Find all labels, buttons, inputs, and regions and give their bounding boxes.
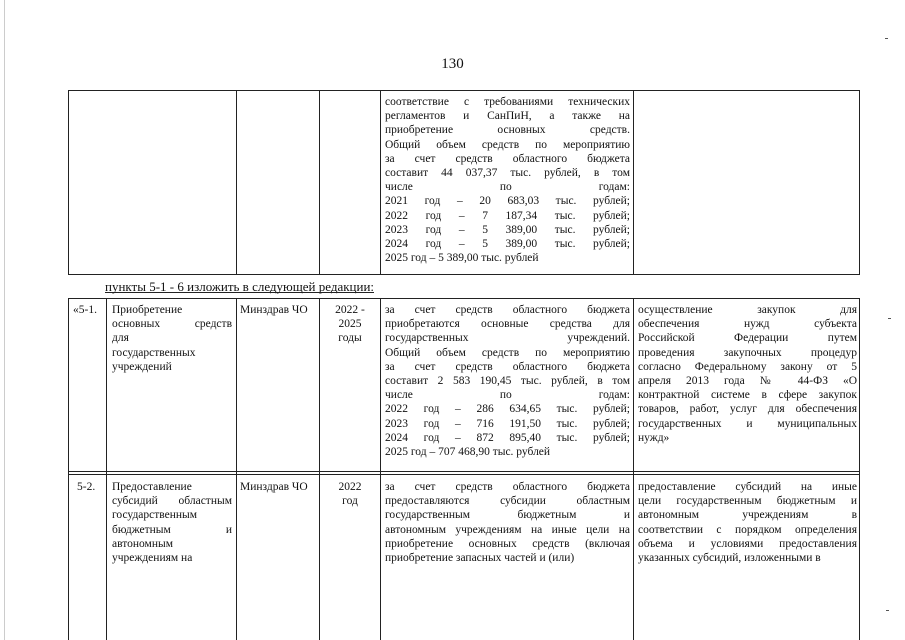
text-line: согласно Федеральному закону от 5: [638, 360, 857, 373]
text-line: 2025 год – 5 389,00 тыс. рублей: [385, 252, 539, 265]
text-line: нужд»: [638, 431, 670, 444]
row-executor: Минздрав ЧО: [240, 304, 308, 316]
text-line: приобретение запасных частей и (или): [385, 552, 575, 565]
text-line: Российской Федерации путем: [638, 332, 857, 345]
column-divider: [319, 299, 320, 640]
text-line: предоставление субсидий на иные: [638, 481, 857, 493]
text-line: за счет средств областного бюджета: [385, 360, 630, 373]
text-line: указанных субсидий, изложенными в: [638, 552, 821, 565]
text-line: государственных и муниципальных: [638, 417, 857, 430]
row-name-cell: [112, 480, 232, 565]
text-line: Предоставление: [112, 481, 192, 493]
column-divider: [236, 299, 237, 640]
text-line: обеспечения нужд субъекта: [638, 318, 857, 331]
continuation-measure-cell: [385, 95, 630, 265]
scan-mark: [888, 318, 891, 319]
text-line: 2023 год – 5 389,00 тыс. рублей;: [385, 223, 630, 236]
text-line: субсидий областным: [112, 495, 232, 508]
text-line: год: [342, 495, 358, 508]
column-divider: [106, 299, 107, 640]
text-line: 2025: [338, 318, 362, 331]
continuation-table: [68, 90, 860, 275]
text-line: контрактной системе в сфере закупок: [638, 389, 857, 402]
text-line: за счет средств областного бюджета: [385, 304, 630, 316]
text-line: для: [112, 332, 129, 345]
text-line: объема и условиями предоставления: [638, 537, 857, 550]
text-line: приобретение основных средств.: [385, 124, 630, 137]
text-line: апреля 2013 года № 44-ФЗ «О: [638, 375, 857, 388]
column-divider: [633, 91, 634, 274]
page-number: 130: [441, 56, 464, 72]
text-line: составит 44 037,37 тыс. рублей, в том: [385, 167, 630, 180]
text-line: 2024 год – 5 389,00 тыс. рублей;: [385, 238, 630, 251]
text-line: государственным бюджетным и: [385, 509, 630, 522]
text-line: соответствие с требованиями технических: [385, 96, 630, 108]
row-result-cell: [638, 303, 857, 445]
text-line: осуществление закупок для: [638, 304, 857, 316]
text-line: Общий объем средств по мероприятию: [385, 138, 630, 151]
text-line: государственным: [112, 509, 198, 522]
column-divider: [380, 299, 381, 640]
text-line: приобретаются основные средства для: [385, 318, 630, 331]
text-line: приобретение основных средств (включая: [385, 537, 630, 550]
text-line: 2025 год – 707 468,90 тыс. рублей: [385, 446, 551, 459]
column-divider: [633, 299, 634, 640]
text-line: за счет средств областного бюджета: [385, 152, 630, 165]
row-divider: [69, 471, 859, 472]
row-executor: Минздрав ЧО: [240, 481, 308, 493]
text-line: товаров, работ, услуг для обеспечения: [638, 403, 857, 416]
text-line: автономным учреждениям на иные цели на: [385, 523, 630, 536]
text-line: Общий объем средств по мероприятию: [385, 346, 630, 359]
row-measure-cell: [385, 480, 630, 565]
text-line: Приобретение: [112, 304, 183, 316]
column-divider: [236, 91, 237, 274]
scan-mark: [885, 38, 888, 39]
row-result-cell: [638, 480, 857, 565]
scan-edge: [4, 0, 5, 640]
column-divider: [319, 91, 320, 274]
text-line: основных средств: [112, 318, 232, 331]
text-line: автономным учреждениям в: [638, 509, 857, 522]
text-line: государственных учреждений.: [385, 332, 630, 345]
row-number: «5-1.: [73, 304, 97, 316]
text-line: бюджетным и: [112, 523, 232, 536]
text-line: составит 2 583 190,45 тыс. рублей, в том: [385, 375, 630, 388]
text-line: соответствии с порядком определения: [638, 523, 857, 536]
scan-mark: [886, 610, 889, 611]
text-line: 2022 год – 286 634,65 тыс. рублей;: [385, 403, 630, 416]
text-line: регламентов и СанПиН, а также на: [385, 110, 630, 123]
row-measure-cell: [385, 303, 630, 459]
row-number: 5-2.: [77, 481, 96, 493]
text-line: за счет средств областного бюджета: [385, 481, 630, 493]
row-period-cell: [323, 303, 377, 346]
text-line: предоставляются субсидии областным: [385, 495, 630, 508]
row-name-cell: [112, 303, 232, 374]
text-line: государственных: [112, 346, 196, 359]
text-line: 2022: [338, 481, 362, 493]
text-line: 2024 год – 872 895,40 тыс. рублей;: [385, 431, 630, 444]
text-line: проведения закупочных процедур: [638, 346, 857, 359]
text-line: 2022 год – 7 187,34 тыс. рублей;: [385, 209, 630, 222]
measures-table: [68, 298, 860, 640]
text-line: 2021 год – 20 683,03 тыс. рублей;: [385, 195, 630, 208]
text-line: числе по годам:: [385, 389, 630, 402]
text-line: годы: [338, 332, 362, 345]
text-line: 2022 -: [335, 304, 365, 316]
amendment-heading: пункты 5-1 - 6 изложить в следующей редакции:: [105, 279, 375, 294]
text-line: цели государственным бюджетным и: [638, 495, 857, 508]
text-line: учреждений: [112, 360, 172, 373]
text-line: учреждениям на: [112, 552, 193, 565]
text-line: 2023 год – 716 191,50 тыс. рублей;: [385, 417, 630, 430]
column-divider: [380, 91, 381, 274]
text-line: числе по годам:: [385, 181, 630, 194]
row-divider: [69, 474, 859, 475]
row-period-cell: [323, 480, 377, 508]
text-line: автономным: [112, 537, 173, 550]
